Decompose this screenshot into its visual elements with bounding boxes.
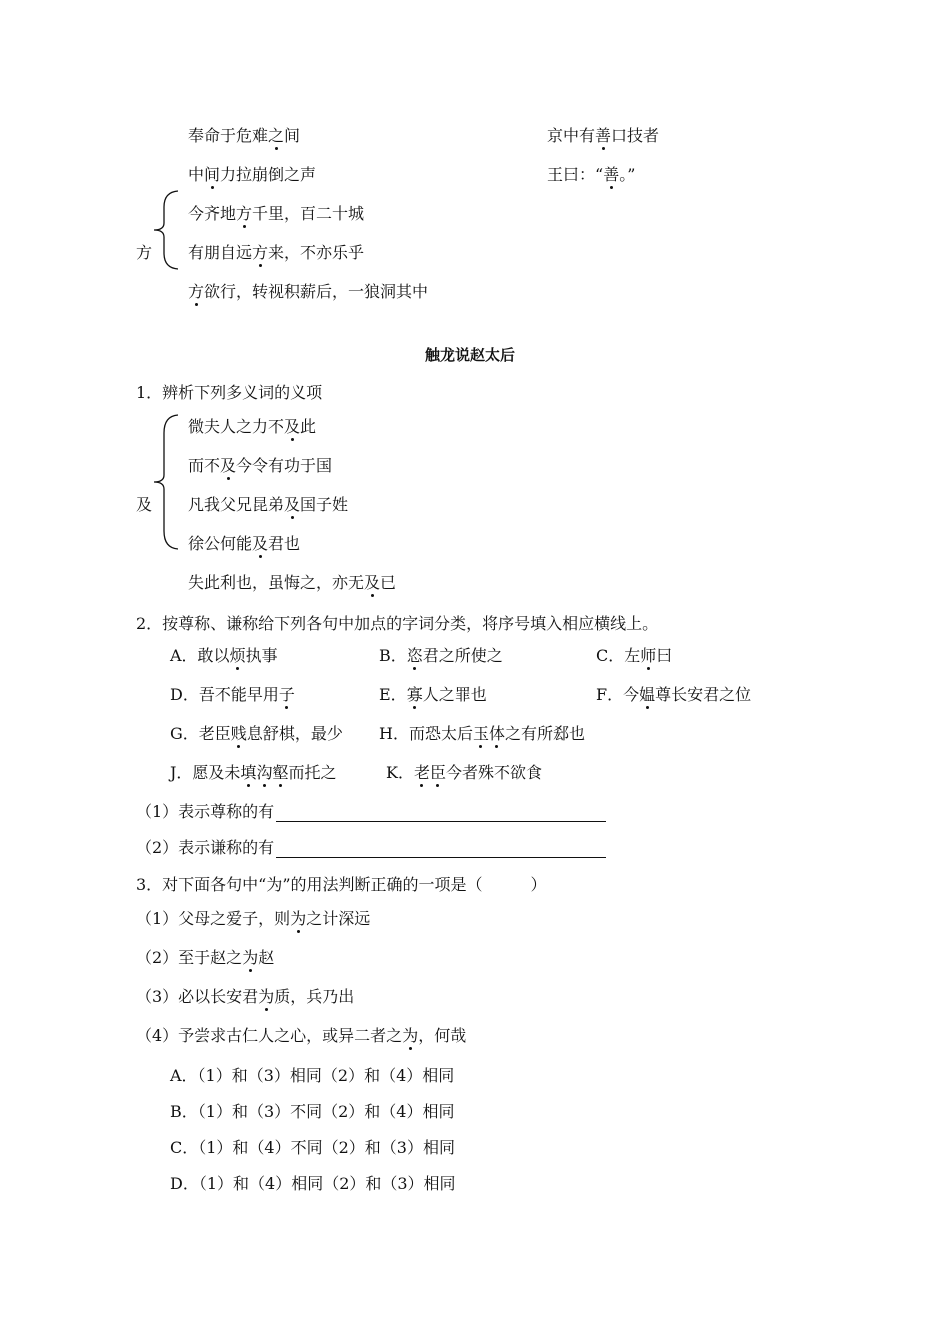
q3-stem: 3．对下面各句中“为”的用法判断正确的一项是（ ） — [136, 875, 547, 894]
text-run: J．愿及未 — [170, 763, 241, 782]
text-run: 来，不亦乐乎 — [268, 243, 365, 262]
emphasized-char: 填 — [240, 763, 257, 782]
text-run: 赵 — [258, 948, 275, 967]
q2-option-c — [596, 646, 672, 666]
fang-line-4 — [188, 243, 364, 263]
text-run: （4）予尝求古仁人之心，或异二者之 — [136, 1026, 403, 1045]
text-run: 此 — [300, 417, 317, 436]
text-run: 间 — [284, 126, 301, 145]
emphasized-char: 及 — [364, 573, 381, 592]
q2-answer-2-blank[interactable] — [276, 843, 606, 858]
emphasized-char: 师 — [640, 646, 657, 665]
text-run: ，何哉 — [418, 1026, 467, 1045]
q2-answer-1 — [136, 802, 606, 822]
text-run: （1）父母之爱子，则 — [136, 909, 291, 928]
emphasized-char: 媪 — [639, 685, 656, 704]
text-run: F．今 — [596, 685, 640, 704]
text-run: B． — [379, 646, 407, 665]
fang-line-3 — [188, 204, 364, 224]
text-run: D．吾不能早用 — [170, 685, 279, 704]
text-run: A．敢以 — [170, 646, 230, 665]
emphasized-char: 为 — [402, 1026, 419, 1045]
emphasized-char: 玉 — [472, 724, 489, 743]
emphasized-char: 方 — [188, 282, 205, 301]
emphasized-char: 及 — [252, 534, 269, 553]
fang-line-5 — [188, 282, 428, 302]
text-run: 欲行，转视积薪后，一狼洞其中 — [204, 282, 429, 301]
text-run: 曰 — [656, 646, 673, 665]
text-run: K． — [386, 763, 414, 782]
text-run: 凡我父兄昆弟 — [188, 495, 285, 514]
text-run: 之计深远 — [306, 909, 371, 928]
q3-choice-b[interactable]: B．（1）和（3）不同（2）和（4）相同 — [170, 1102, 455, 1121]
text-run: （3）必以长安君 — [136, 987, 259, 1006]
fang-line-2 — [188, 165, 316, 185]
emphasized-char: 及 — [220, 456, 237, 475]
emphasized-char: 寡 — [406, 685, 423, 704]
q2-option-j — [170, 763, 336, 783]
emphasized-char: 体 — [488, 724, 505, 743]
article-title: 触龙说赵太后 — [425, 346, 516, 364]
text-run: 京中有 — [547, 126, 596, 145]
q2-answer-1-label: （1）表示尊称的有 — [136, 802, 275, 821]
text-run: 口技者 — [611, 126, 660, 145]
q1-line-4 — [188, 534, 300, 554]
emphasized-char: 沟 — [256, 763, 273, 782]
q2-answer-1-blank[interactable] — [276, 807, 606, 822]
text-run: 力拉崩倒之声 — [220, 165, 317, 184]
fang-brace-char: 方 — [136, 243, 153, 262]
fang-line-1 — [188, 126, 300, 146]
text-run: 奉命于危难 — [188, 126, 269, 145]
text-run: 君也 — [268, 534, 301, 553]
emphasized-char: 臣 — [429, 763, 446, 782]
shan-line-1 — [547, 126, 659, 146]
q2-option-g — [170, 724, 343, 744]
q1-line-3 — [188, 495, 348, 515]
text-run: 执事 — [245, 646, 278, 665]
q1-line-2 — [188, 456, 332, 476]
emphasized-char: 烦 — [229, 646, 246, 665]
emphasized-char: 子 — [278, 685, 295, 704]
text-run: 之有所郄也 — [505, 724, 586, 743]
q3-sentence-2 — [136, 948, 274, 968]
q2-option-f — [596, 685, 751, 705]
q2-option-h — [379, 724, 585, 744]
q3-choice-c[interactable]: C．（1）和（4）不同（2）和（3）相同 — [170, 1138, 455, 1157]
q1-line-5 — [188, 573, 396, 593]
text-run: G．老臣 — [170, 724, 231, 743]
text-run: 人之罪也 — [422, 685, 487, 704]
text-run: 息舒棋，最少 — [246, 724, 343, 743]
emphasized-char: 老 — [413, 763, 430, 782]
text-run: 今令有功于国 — [236, 456, 333, 475]
q3-sentence-1 — [136, 909, 370, 929]
text-run: 今者殊不欲食 — [446, 763, 543, 782]
text-run: E． — [379, 685, 407, 704]
q2-option-b — [379, 646, 503, 666]
emphasized-char: 方 — [236, 204, 253, 223]
emphasized-char: 为 — [258, 987, 275, 1006]
q2-stem: 2．按尊称、谦称给下列各句中加点的字词分类，将序号填入相应横线上。 — [136, 614, 659, 633]
text-run: 徐公何能 — [188, 534, 253, 553]
emphasized-char: 善 — [603, 165, 620, 184]
emphasized-char: 及 — [284, 417, 301, 436]
emphasized-char: 间 — [204, 165, 221, 184]
text-run: 千里，百二十城 — [252, 204, 365, 223]
text-run: （2）至于赵之 — [136, 948, 243, 967]
text-run: 而托之 — [288, 763, 337, 782]
emphasized-char: 之 — [268, 126, 285, 145]
q1-stem: 1．辨析下列多义词的义项 — [136, 383, 323, 402]
text-run: 有朋自远 — [188, 243, 253, 262]
text-run: 王曰：“ — [547, 165, 604, 184]
fang-brace — [150, 189, 182, 271]
emphasized-char: 为 — [242, 948, 259, 967]
emphasized-char: 及 — [284, 495, 301, 514]
emphasized-char: 壑 — [272, 763, 289, 782]
text-run: 。” — [619, 165, 636, 184]
q2-option-k — [386, 763, 542, 783]
shan-line-2 — [547, 165, 635, 185]
text-run: 微夫人之力不 — [188, 417, 285, 436]
text-run: 国子姓 — [300, 495, 349, 514]
q1-line-1 — [188, 417, 316, 437]
text-run: 失此利也，虽悔之，亦无 — [188, 573, 365, 592]
text-run: 君之所使之 — [422, 646, 503, 665]
text-run: 尊长安君之位 — [655, 685, 752, 704]
ji-brace — [150, 413, 182, 551]
emphasized-char: 善 — [595, 126, 612, 145]
text-run: 今齐地 — [188, 204, 237, 223]
q3-sentence-3 — [136, 987, 354, 1007]
text-run: H．而恐太后 — [379, 724, 473, 743]
text-run: 已 — [380, 573, 397, 592]
q3-choice-d[interactable]: D．（1）和（4）相同（2）和（3）相同 — [170, 1174, 456, 1193]
q2-answer-2-label: （2）表示谦称的有 — [136, 838, 275, 857]
text-run: 而不 — [188, 456, 221, 475]
emphasized-char: 恣 — [406, 646, 423, 665]
q2-option-d — [170, 685, 295, 705]
q2-answer-2 — [136, 838, 606, 858]
emphasized-char: 为 — [290, 909, 307, 928]
q2-option-e — [379, 685, 487, 705]
text-run: C．左 — [596, 646, 641, 665]
text-run: 中 — [188, 165, 205, 184]
q3-sentence-4 — [136, 1026, 466, 1046]
ji-brace-char: 及 — [136, 495, 153, 514]
text-run: 质，兵乃出 — [274, 987, 355, 1006]
emphasized-char: 贱 — [230, 724, 247, 743]
q2-option-a — [170, 646, 278, 666]
emphasized-char: 方 — [252, 243, 269, 262]
q3-choice-a[interactable]: A．（1）和（3）相同（2）和（4）相同 — [170, 1066, 455, 1085]
